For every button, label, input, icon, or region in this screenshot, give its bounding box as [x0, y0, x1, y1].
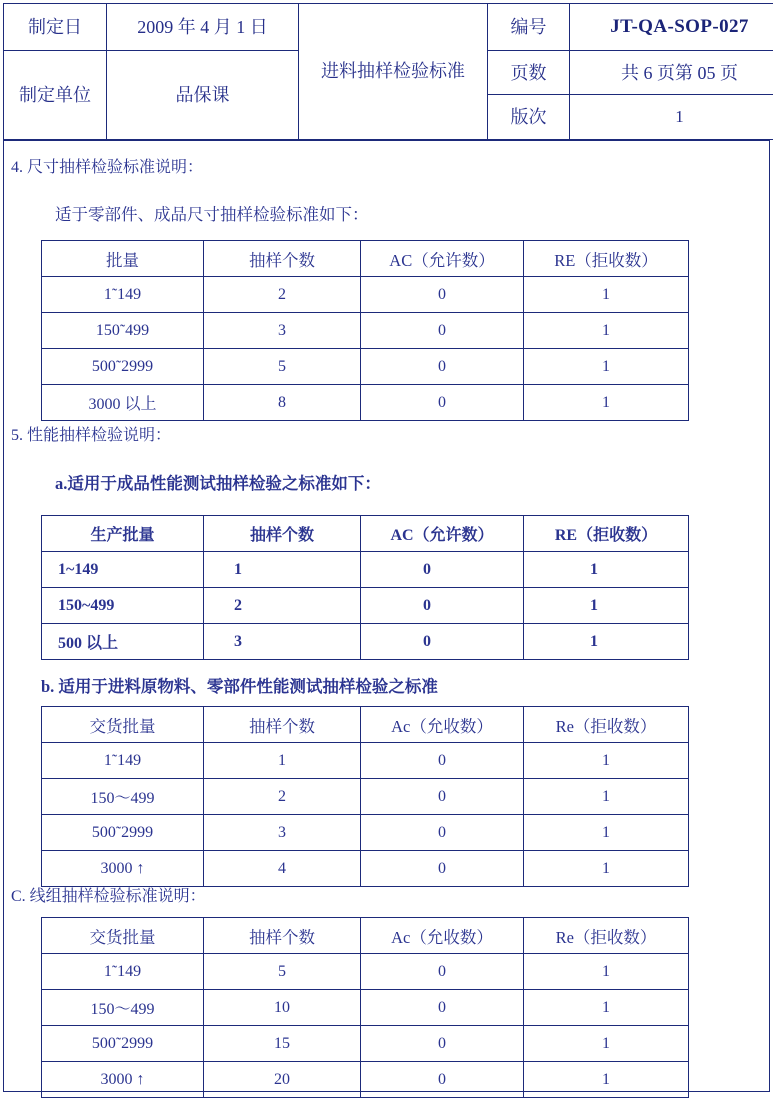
cell-lot: 1~149	[42, 552, 204, 588]
incoming-material-performance-table	[41, 706, 689, 887]
cell-lot: 1˜149	[42, 954, 204, 990]
table-row	[42, 815, 689, 851]
date-value: 2009 年 4 月 1 日	[107, 4, 299, 51]
table-row	[42, 349, 689, 385]
column-header-ac: Ac（允收数）	[361, 918, 524, 954]
column-header-lot: 生产批量	[42, 516, 204, 552]
table-row	[42, 277, 689, 313]
cell-ac: 0	[361, 743, 524, 779]
cell-re: 1	[524, 552, 689, 588]
cell-lot: 3000 ↑	[42, 851, 204, 887]
cell-sample: 8	[204, 385, 361, 421]
cell-lot: 3000 以上	[42, 385, 204, 421]
cell-lot: 3000 ↑	[42, 1062, 204, 1098]
cell-sample: 2	[204, 588, 361, 624]
cell-ac: 0	[361, 552, 524, 588]
pages-value: 共 6 页第 05 页	[570, 50, 773, 95]
table-row	[42, 954, 689, 990]
cell-sample: 3	[204, 815, 361, 851]
table-row	[42, 1026, 689, 1062]
version-value: 1	[570, 95, 773, 140]
table-row	[42, 743, 689, 779]
cell-lot: 1˜149	[42, 743, 204, 779]
cell-re: 1	[524, 624, 689, 660]
cell-re: 1	[524, 954, 689, 990]
table-row	[42, 1062, 689, 1098]
docno-label: 编号	[488, 4, 570, 51]
cell-lot: 500˜2999	[42, 349, 204, 385]
column-header-sample: 抽样个数	[204, 241, 361, 277]
table-row	[42, 624, 689, 660]
cell-re: 1	[524, 1062, 689, 1098]
section-4-subheading: 适于零部件、成品尺寸抽样检验标准如下：	[55, 207, 369, 224]
column-header-re: Re（拒收数）	[524, 707, 689, 743]
cell-re: 1	[524, 385, 689, 421]
column-header-sample: 抽样个数	[204, 918, 361, 954]
table-header-row	[42, 918, 689, 954]
cell-lot: 150～499	[42, 779, 204, 815]
size-sampling-table	[41, 240, 689, 421]
cell-sample: 10	[204, 990, 361, 1026]
cell-ac: 0	[361, 851, 524, 887]
cell-lot: 500 以上	[42, 624, 204, 660]
cell-lot: 1˜149	[42, 277, 204, 313]
cell-ac: 0	[361, 990, 524, 1026]
column-header-re: RE（拒收数）	[524, 516, 689, 552]
section-5a-subheading: a.适用于成品性能测试抽样检验之标准如下：	[55, 476, 381, 493]
column-header-sample: 抽样个数	[204, 516, 361, 552]
document-header-table	[3, 3, 773, 140]
table-row	[42, 552, 689, 588]
cell-sample: 1	[204, 552, 361, 588]
table-header-row	[42, 707, 689, 743]
cell-sample: 5	[204, 349, 361, 385]
unit-label: 制定单位	[4, 50, 107, 139]
cell-ac: 0	[361, 954, 524, 990]
cell-sample: 1	[204, 743, 361, 779]
cell-ac: 0	[361, 588, 524, 624]
cell-re: 1	[524, 588, 689, 624]
section-5b-subheading: b. 适用于进料原物料、零部件性能测试抽样检验之标准	[41, 679, 438, 696]
cell-lot: 150˜499	[42, 313, 204, 349]
cell-re: 1	[524, 277, 689, 313]
cell-re: 1	[524, 851, 689, 887]
cell-lot: 500˜2999	[42, 1026, 204, 1062]
cell-re: 1	[524, 743, 689, 779]
table-row	[42, 990, 689, 1026]
cell-re: 1	[524, 779, 689, 815]
cell-ac: 0	[361, 1062, 524, 1098]
table-header-row	[42, 241, 689, 277]
cell-sample: 5	[204, 954, 361, 990]
cell-ac: 0	[361, 624, 524, 660]
cell-re: 1	[524, 313, 689, 349]
column-header-ac: AC（允许数）	[361, 241, 524, 277]
cell-lot: 150~499	[42, 588, 204, 624]
cell-ac: 0	[361, 779, 524, 815]
cell-re: 1	[524, 349, 689, 385]
cell-ac: 0	[361, 277, 524, 313]
table-row	[42, 588, 689, 624]
column-header-re: Re（拒收数）	[524, 918, 689, 954]
column-header-ac: Ac（允收数）	[361, 707, 524, 743]
section-4-heading: 4. 尺寸抽样检验标准说明：	[11, 160, 203, 176]
table-row	[42, 851, 689, 887]
column-header-lot: 交货批量	[42, 707, 204, 743]
column-header-sample: 抽样个数	[204, 707, 361, 743]
cell-re: 1	[524, 990, 689, 1026]
table-header-row	[42, 516, 689, 552]
table-row	[42, 779, 689, 815]
column-header-re: RE（拒收数）	[524, 241, 689, 277]
table-row	[42, 385, 689, 421]
cell-sample: 2	[204, 277, 361, 313]
wire-harness-sampling-table	[41, 917, 689, 1098]
docno-value: JT-QA-SOP-027	[570, 4, 773, 51]
unit-value: 品保课	[107, 50, 299, 139]
cell-lot: 150～499	[42, 990, 204, 1026]
cell-lot: 500˜2999	[42, 815, 204, 851]
cell-ac: 0	[361, 1026, 524, 1062]
section-5-heading: 5. 性能抽样检验说明：	[11, 428, 171, 444]
table-row	[42, 313, 689, 349]
pages-label: 页数	[488, 50, 570, 95]
cell-sample: 4	[204, 851, 361, 887]
section-c-heading: C. 线组抽样检验标准说明：	[11, 889, 206, 905]
cell-sample: 2	[204, 779, 361, 815]
cell-ac: 0	[361, 349, 524, 385]
cell-ac: 0	[361, 313, 524, 349]
cell-re: 1	[524, 815, 689, 851]
column-header-lot: 批量	[42, 241, 204, 277]
header-row-1	[4, 4, 773, 51]
column-header-ac: AC（允许数）	[361, 516, 524, 552]
cell-re: 1	[524, 1026, 689, 1062]
date-label: 制定日	[4, 4, 107, 51]
cell-sample: 3	[204, 624, 361, 660]
cell-sample: 15	[204, 1026, 361, 1062]
document-title: 进料抽样检验标准	[299, 4, 488, 140]
column-header-lot: 交货批量	[42, 918, 204, 954]
cell-sample: 3	[204, 313, 361, 349]
version-label: 版次	[488, 95, 570, 140]
cell-sample: 20	[204, 1062, 361, 1098]
cell-ac: 0	[361, 815, 524, 851]
cell-ac: 0	[361, 385, 524, 421]
finished-product-performance-table	[41, 515, 689, 660]
